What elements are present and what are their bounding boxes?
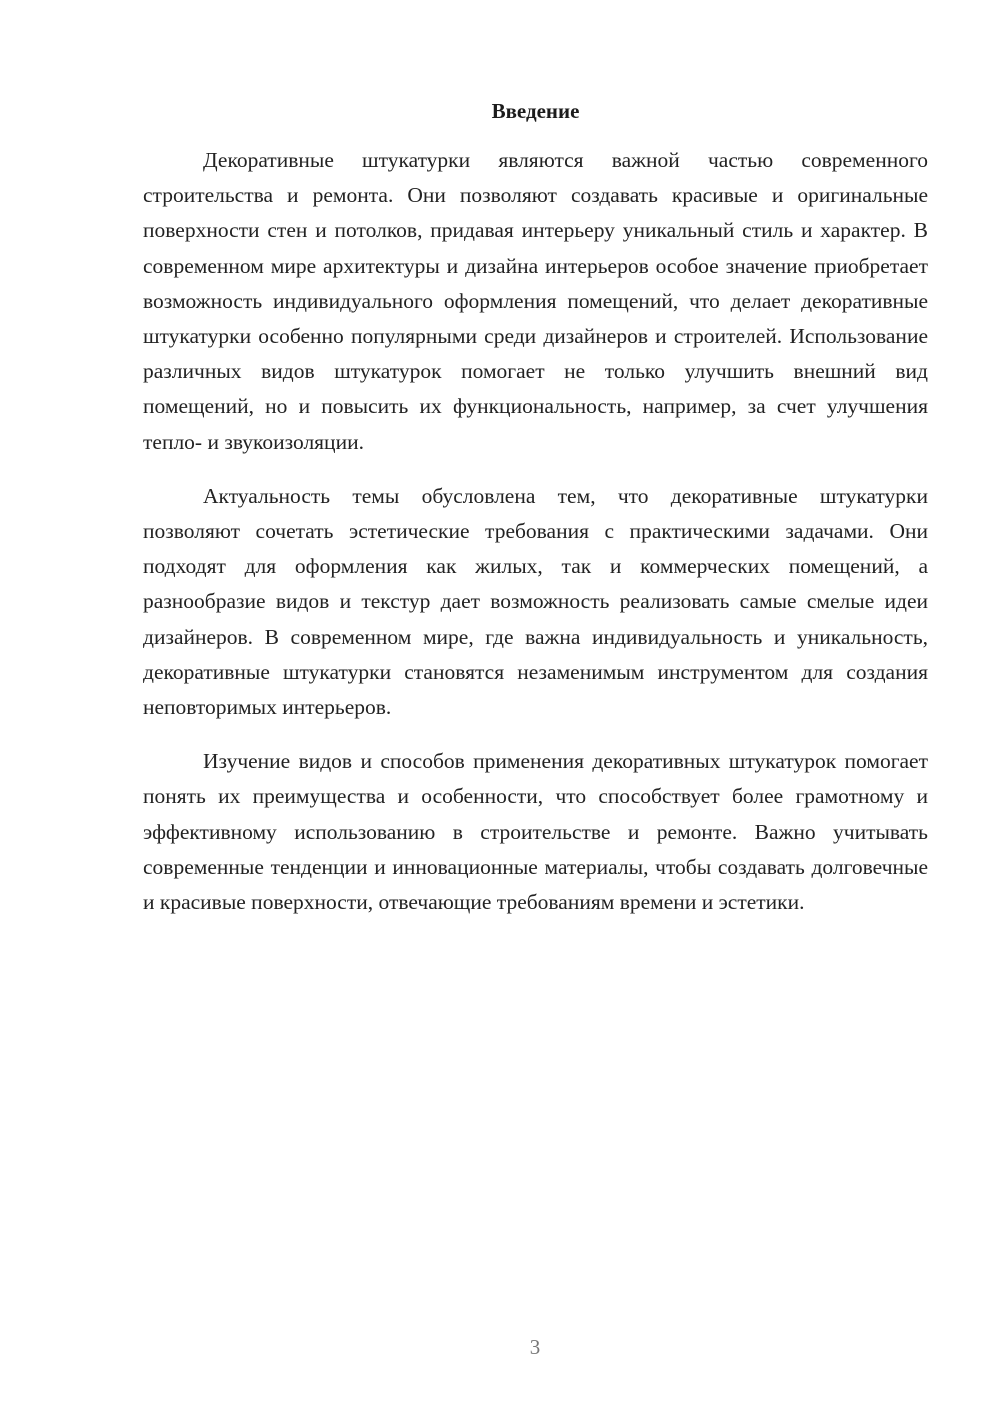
paragraph-study: Изучение видов и способов применения декоративных штукатурок помогает понять их преимущества и особенности, что способствует более грамотному и эффективному использованию в строительстве и ремонте. Важно учитывать современные тенденции и инновационные материалы, чтобы создавать долговечные и красивые поверхности, отвечающие требованиям времени и эстетики. [143, 749, 928, 915]
paragraph-introduction: Декоративные штукатурки являются важной частью современного строительства и ремонта. Они позволяют создавать красивые и оригинальные поверхности стен и потолков, придавая интерьеру уникальный стиль и характер. В современном мире архитектуры и дизайна интерьеров особое значение приобретает возможность индивидуального оформления помещений, что делает декоративные штукатурки особенно популярными среди дизайнеров и строителей. Использование различных видов штукатурок помогает не только улучшить внешний вид помещений, но и повысить их функциональность, например, за счет улучшения тепло- и звукоизоляции. [143, 148, 928, 454]
page-content [143, 94, 928, 920]
section-heading: Введение [491, 99, 580, 123]
page-number: 3 [529, 1335, 541, 1359]
paragraph-relevance: Актуальность темы обусловлена тем, что декоративные штукатурки позволяют сочетать эстетические требования с практическими задачами. Они подходят для оформления как жилых, так и коммерческих помещений, а разнообразие видов и текстур дает возможность реализовать самые смелые идеи дизайнеров. В современном мире, где важна индивидуальность и уникальность, декоративные штукатурки становятся незаменимым инструментом для создания неповторимых интерьеров. [143, 483, 928, 720]
